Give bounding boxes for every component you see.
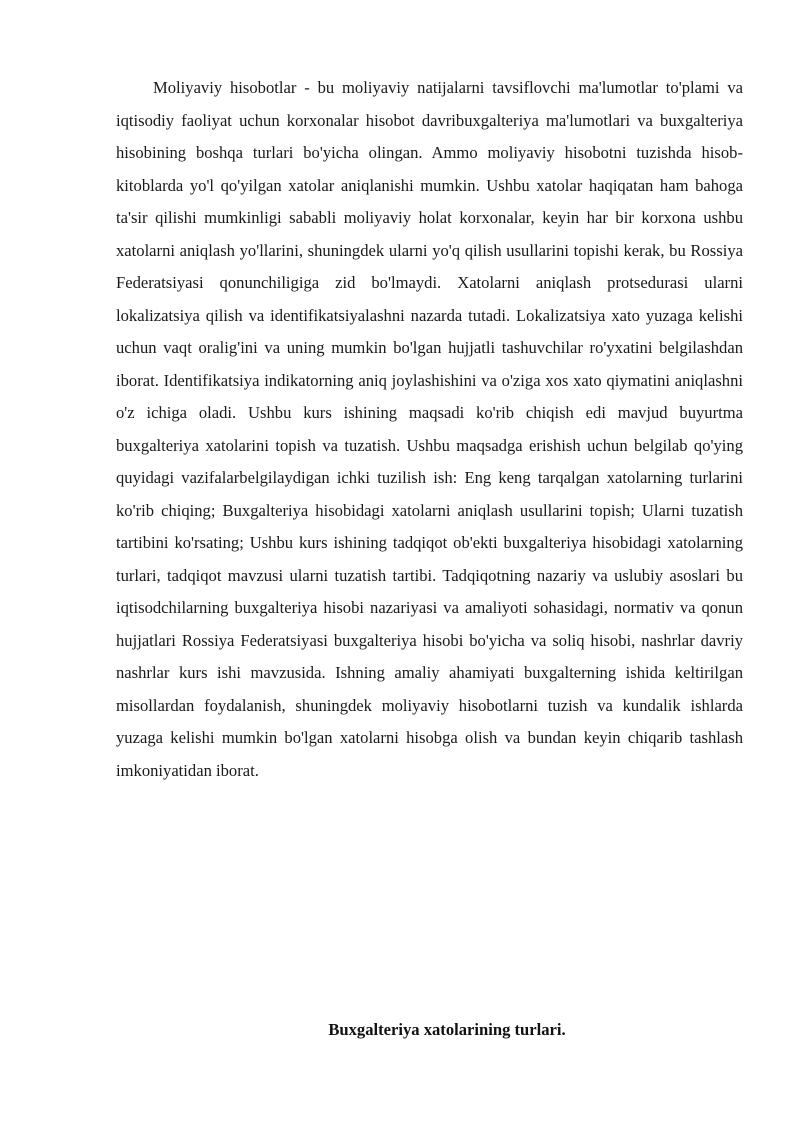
- body-paragraph: Moliyaviy hisobotlar - bu moliyaviy natijalarni tavsiflovchi ma'lumotlar to'plami va iqtisodiy faoliyat uchun korxonalar hisobot davribuxgalteriya ma'lumotlari va buxgalteriya hisobining boshqa turlari bo'yicha olingan. Ammo moliyaviy hisobotni tuzishda hisob-kitoblarda yo'l qo'yilgan xatolar aniqlanishi mumkin. Ushbu xatolar haqiqatan ham bahoga ta'sir qilishi mumkinligi sababli moliyaviy holat korxonalar, keyin har bir korxona ushbu xatolarni aniqlash yo'llarini, shuningdek ularni yo'q qilish usullarini topishi kerak, bu Rossiya Federatsiyasi qonunchiligiga zid bo'lmaydi. Xatolarni aniqlash protsedurasi ularni lokalizatsiya qilish va identifikatsiyalashni nazarda tutadi. Lokalizatsiya xato yuzaga kelishi uchun vaqt oralig'ini va uning mumkin bo'lgan hujjatli tashuvchilar ro'yxatini belgilashdan iborat. Identifikatsiya indikatorning aniq joylashishini va o'ziga xos xato qiymatini aniqlashni o'z ichiga oladi. Ushbu kurs ishining maqsadi ko'rib chiqish edi mavjud buyurtma buxgalteriya xatolarini topish va tuzatish. Ushbu maqsadga erishish uchun belgilab qo'ying quyidagi vazifalarbelgilaydigan ichki tuzilish ish: Eng keng tarqalgan xatolarning turlarini ko'rib chiqing; Buxgalteriya hisobidagi xatolarni aniqlash usullarini topish; Ularni tuzatish tartibini ko'rsating; Ushbu kurs ishining tadqiqot ob'ekti buxgalteriya hisobidagi xatolarning turlari, tadqiqot mavzusi ularni tuzatish tartibi. Tadqiqotning nazariy va uslubiy asoslari bu iqtisodchilarning buxgalteriya hisobi nazariyasi va amaliyoti sohasidagi, normativ va qonun hujjatlari Rossiya Federatsiyasi buxgalteriya hisobi bo'yicha va soliq hisobi, nashrlar davriy nashrlar kurs ishi mavzusida. Ishning amaliy ahamiyati buxgalterning ishida keltirilgan misollardan foydalanish, shuningdek moliyaviy hisobotlarni tuzish va kundalik ishlarda yuzaga kelishi mumkin bo'lgan xatolarni hisobga olish va bundan keyin chiqarib tashlash imkoniyatidan iborat.: [116, 78, 743, 780]
- section-heading: Buxgalteriya xatolarining turlari.: [328, 1020, 566, 1039]
